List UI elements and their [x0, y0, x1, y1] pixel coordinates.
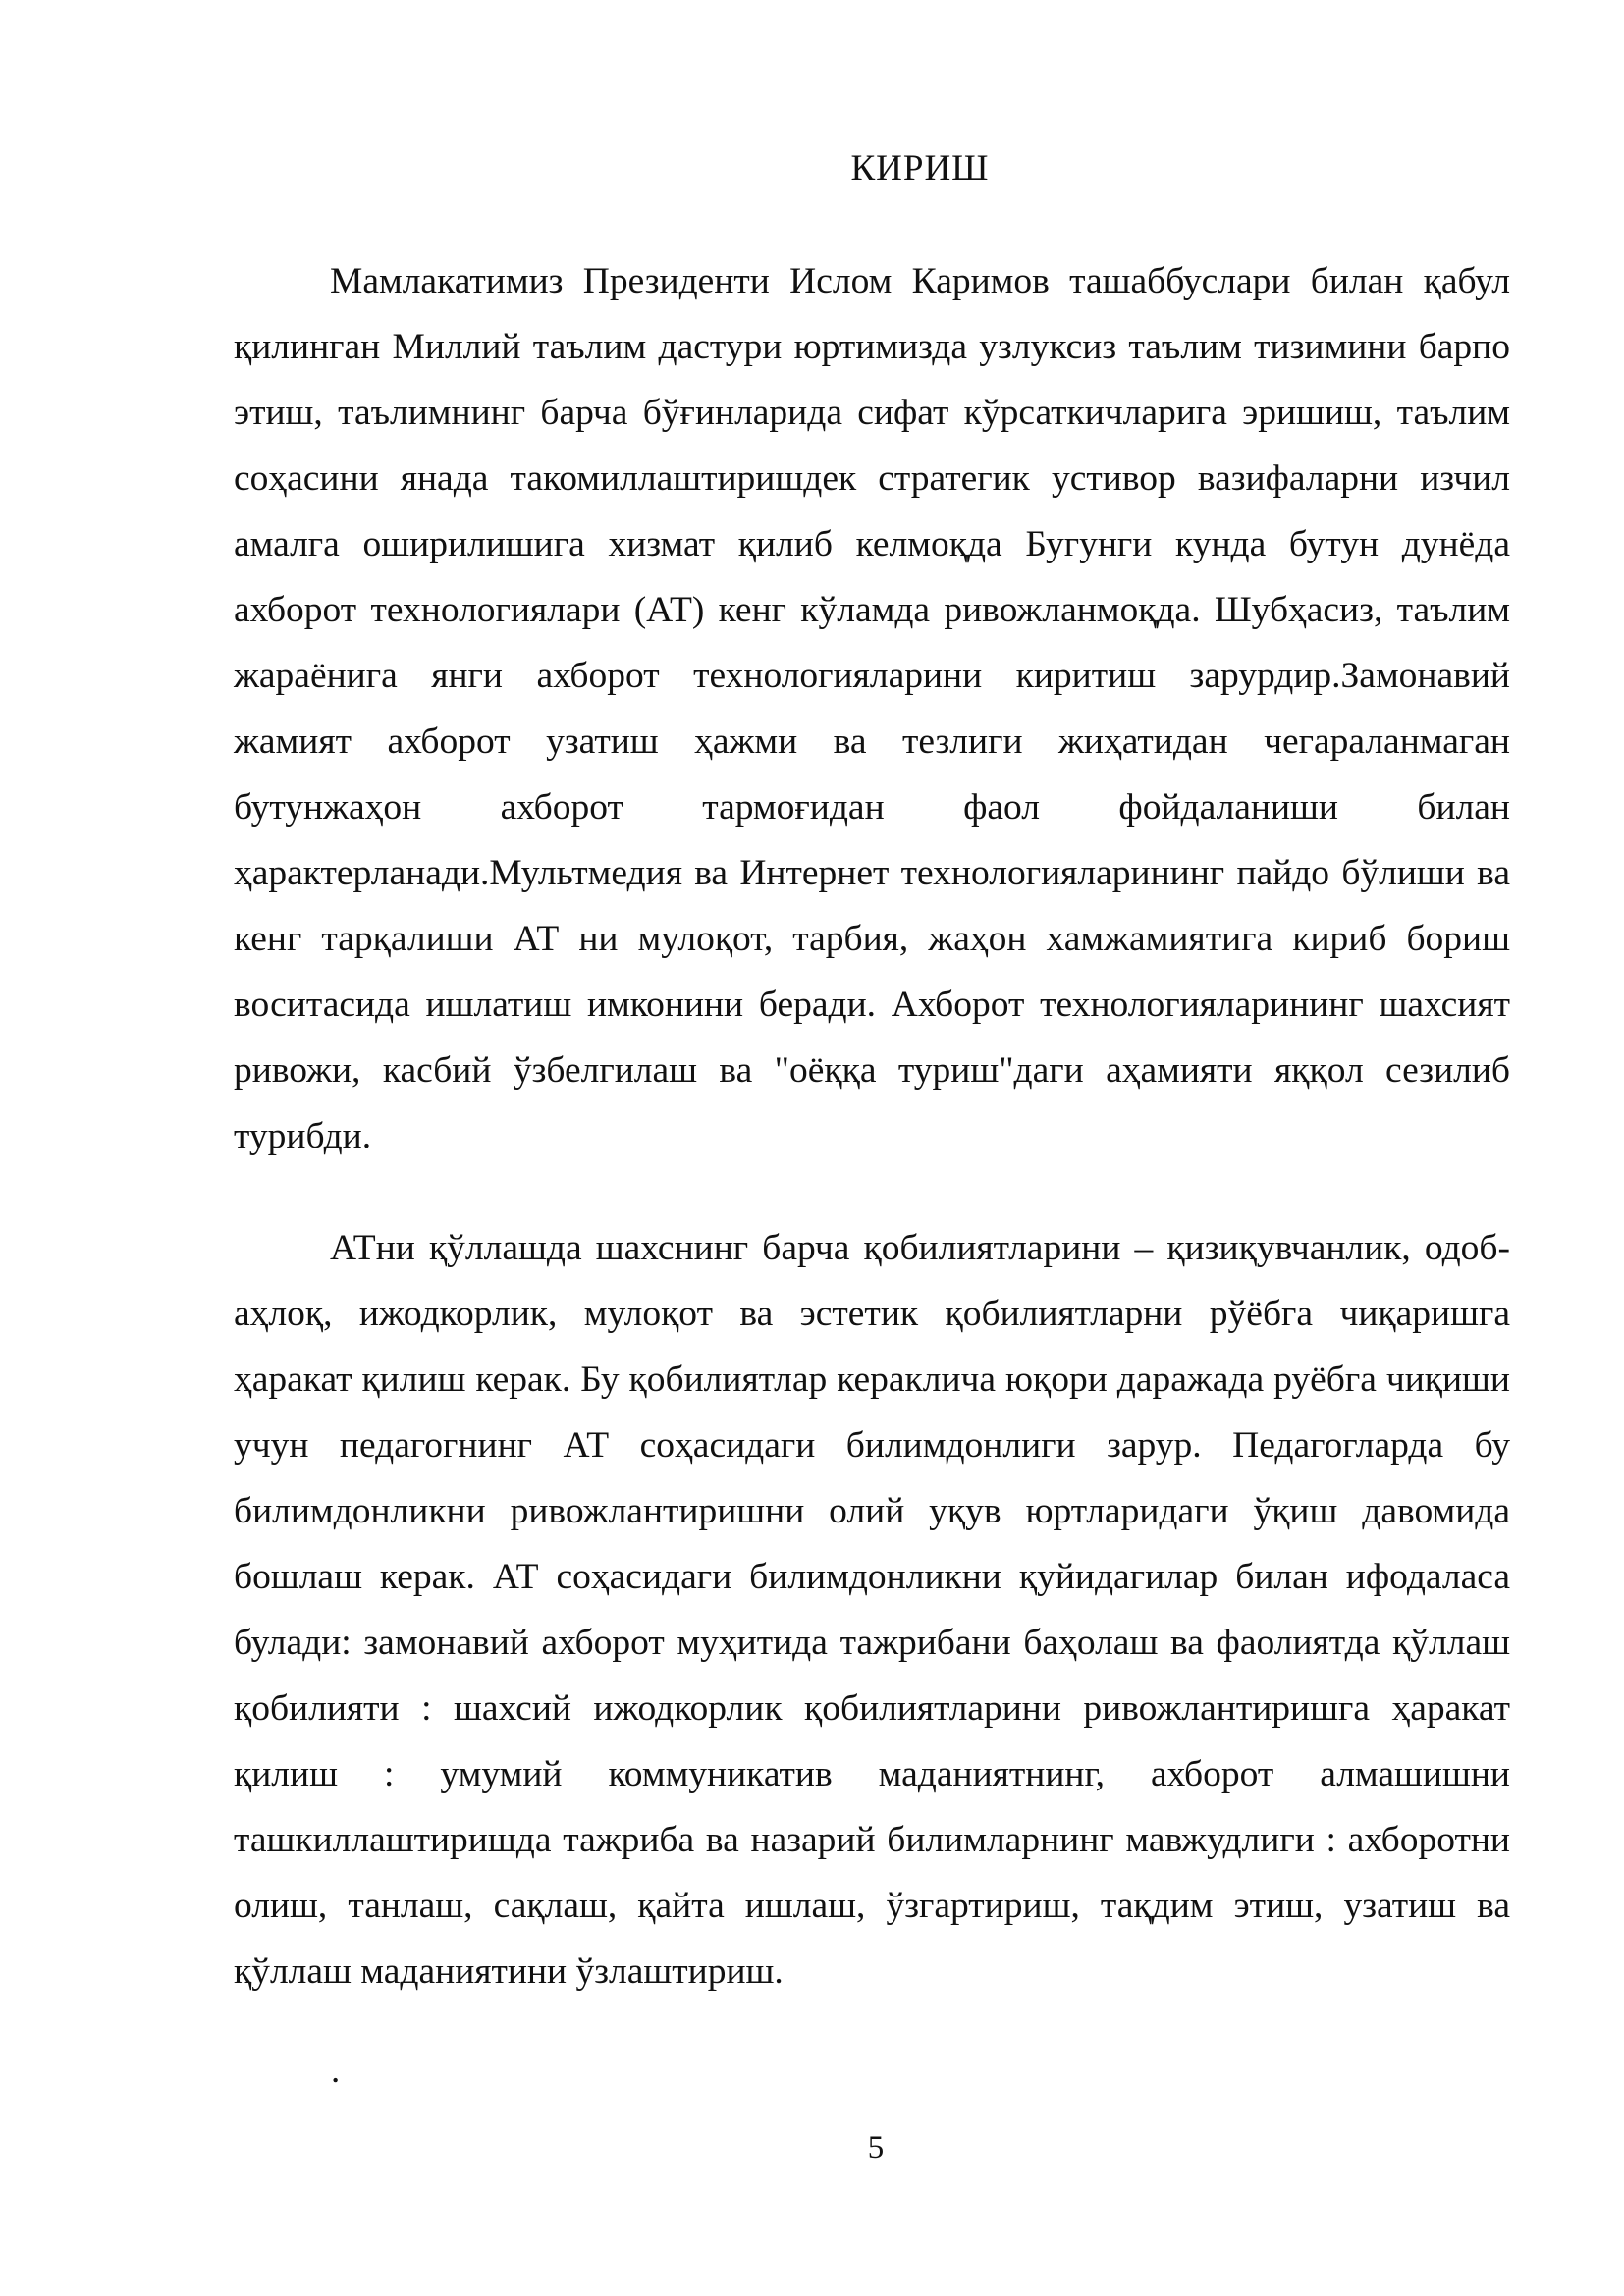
paragraph-1: Мамлакатимиз Президенти Ислом Каримов ташаббуслари билан қабул қилинган Миллий таълим дастури юртимизда узлуксиз таълим тизимини барпо этиш, таълимнинг барча бўғинларида сифат кўрсаткичларига эришиш, таълим соҳасини янада такомиллаштиришдек стратегик устивор вазифаларни изчил амалга оширилишига хизмат қилиб келмоқда Бугунги кунда бутун дунёда ахборот технологиялари (АТ) кенг кўламда ривожланмоқда. Шубҳасиз, таълим жараёнига янги ахборот технологияларини киритиш зарурдир.Замонавий жамият ахборот узатиш ҳажми ва тезлиги жиҳатидан чегараланмаган бутунжаҳон ахборот тармоғидан фаол фойдаланиши билан ҳарактерланади.Мультмедия ва Интернет технологияларининг пайдо бўлиши ва кенг тарқалиши АТ ни мулоқот, тарбия, жаҳон хамжамиятига кириб бориш воситасида ишлатиш имконини беради. Ахборот технологияларининг шахсият ривожи, касбий ўзбелгилаш ва "оёққа туриш"даги аҳамияти яққол сезилиб турибди.	[234, 261, 1510, 1156]
page-number: 5	[867, 2130, 885, 2165]
paragraph-2: АТни қўллашда шахснинг барча қобилиятларини – қизиқувчанлик, одоб-аҳлоқ, ижодкорлик, мулоқот ва эстетик қобилиятларни рўёбга чиқаришга ҳаракат қилиш керак. Бу қобилиятлар кераклича юқори даражада руёбга чиқиши учун педагогнинг АТ соҳасидаги билимдонлиги зарур. Педагогларда бу билимдонликни ривожлантиришни олий уқув юртларидаги ўқиш давомида бошлаш керак. АТ соҳасидаги билимдонликни қуйидагилар билан ифодаласа булади: замонавий ахборот муҳитида тажрибани баҳолаш ва фаолиятда қўллаш қобилияти : шахсий ижодкорлик қобилиятларини ривожлантиришга ҳаракат қилиш : умумий коммуникатив маданиятнинг, ахборот алмашишни ташкиллаштиришда тажриба ва назарий билимларнинг мавжудлиги : ахборотни олиш, танлаш, сақлаш, қайта ишлаш, ўзгартириш, тақдим этиш, узатиш ва қўллаш маданиятини ўзлаштириш.	[234, 1228, 1510, 1992]
page-title: КИРИШ	[850, 148, 990, 188]
stray-mark: .	[331, 2051, 341, 2091]
